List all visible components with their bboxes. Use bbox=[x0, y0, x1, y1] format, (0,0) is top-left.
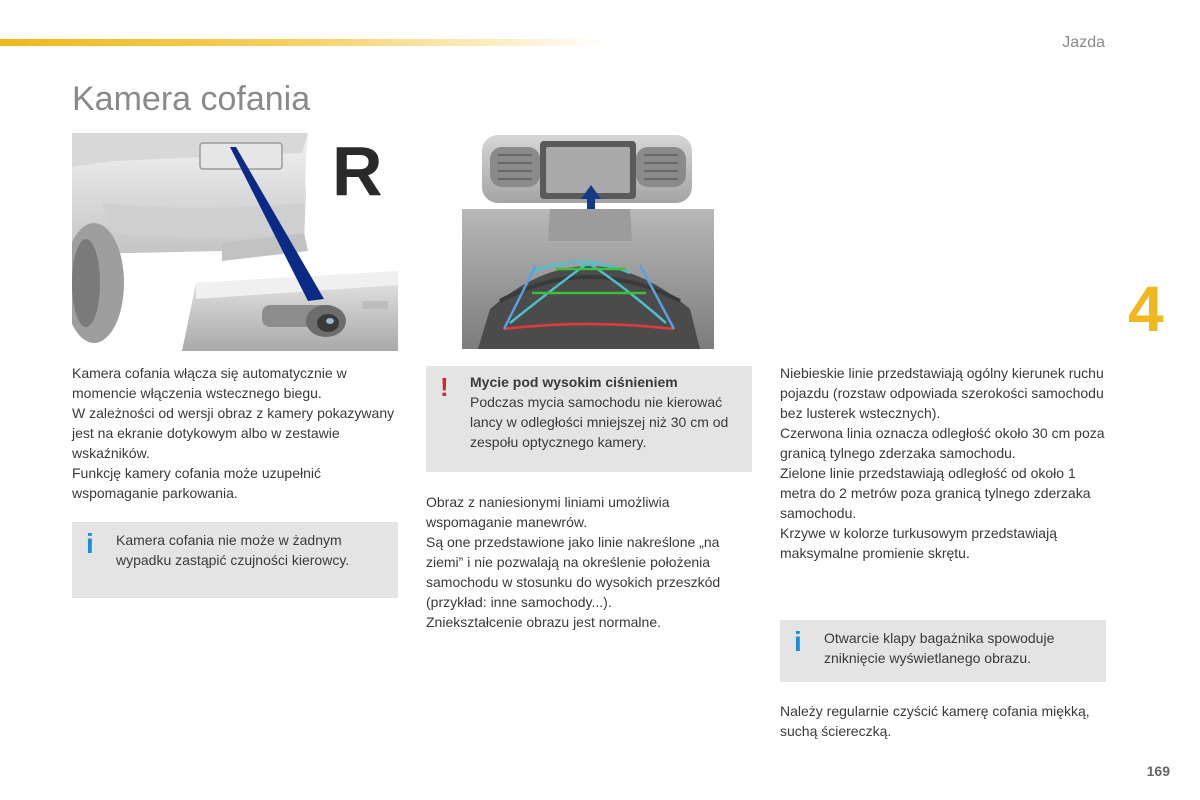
gear-r-label: R bbox=[332, 133, 383, 210]
col3-closing: Należy regularnie czyścić kamerę cofania miękką, suchą ściereczką. bbox=[780, 703, 1090, 739]
col2-paragraph: Zniekształcenie obrazu jest normalne. bbox=[426, 614, 662, 630]
col3-text bbox=[780, 363, 1108, 563]
col3-paragraph: Niebieskie linie przedstawiają ogólny kierunek ruchu pojazdu (rozstaw odpowiada szerokości samochodu bez lusterek wstecznych). bbox=[780, 365, 1104, 421]
col2-paragraph: Obraz z naniesionymi liniami umożliwia wspomaganie manewrów. bbox=[426, 494, 670, 530]
col1-paragraph: Funkcję kamery cofania może uzupełnić wspomaganie parkowania. bbox=[72, 465, 322, 501]
warning-title: Mycie pod wysokim ciśnieniem bbox=[470, 374, 678, 390]
info-box-driver bbox=[72, 522, 398, 598]
col2-paragraph: Są one przedstawione jako linie nakreślone „na ziemi” i nie pozwalają na określenie położenia samochodu w stosunku do wysokich przeszkód (przykład: inne samochody...). bbox=[426, 534, 721, 610]
page-number: 169 bbox=[1146, 763, 1170, 779]
figure-camera-display bbox=[460, 133, 716, 351]
page-title: Kamera cofania bbox=[72, 80, 311, 118]
warning-box bbox=[426, 366, 752, 472]
info-box-tailgate bbox=[780, 620, 1106, 682]
camera-display-illustration bbox=[460, 133, 716, 351]
header-accent-bar bbox=[0, 39, 610, 46]
figure-rear-camera bbox=[72, 133, 398, 351]
chapter-number: 4 bbox=[1128, 273, 1164, 345]
col3-paragraph: Czerwona linia oznacza odległość około 30 cm poza granicą tylnego zderzaka samochodu. bbox=[780, 425, 1105, 461]
col1-paragraph: Kamera cofania włącza się automatycznie w momencie włączenia wstecznego biegu. bbox=[72, 365, 347, 401]
exclamation-icon: ! bbox=[440, 372, 449, 402]
section-title: Jazda bbox=[1062, 34, 1105, 51]
info-box-text: Otwarcie klapy bagażnika spowoduje zniknięcie wyświetlanego obrazu. bbox=[824, 630, 1055, 666]
warning-text: Podczas mycia samochodu nie kierować lancy w odległości mniejszej niż 30 cm od zespołu optycznego kamery. bbox=[470, 394, 729, 450]
col2-text bbox=[426, 492, 756, 632]
info-icon: i bbox=[86, 528, 94, 559]
col1-paragraph: W zależności od wersji obraz z kamery pokazywany jest na ekranie dotykowym albo w zestawie wskaźników. bbox=[72, 405, 395, 461]
col1-text bbox=[72, 363, 398, 503]
info-icon: i bbox=[794, 626, 802, 657]
rear-camera-illustration bbox=[72, 133, 398, 351]
col3-paragraph: Zielone linie przedstawiają odległość od około 1 metra do 2 metrów poza granicą tylnego zderzaka samochodu. bbox=[780, 465, 1091, 521]
col3-paragraph: Krzywe w kolorze turkusowym przedstawiają maksymalne promienie skrętu. bbox=[780, 525, 1057, 561]
info-box-text: Kamera cofania nie może w żadnym wypadku zastąpić czujności kierowcy. bbox=[116, 532, 350, 568]
